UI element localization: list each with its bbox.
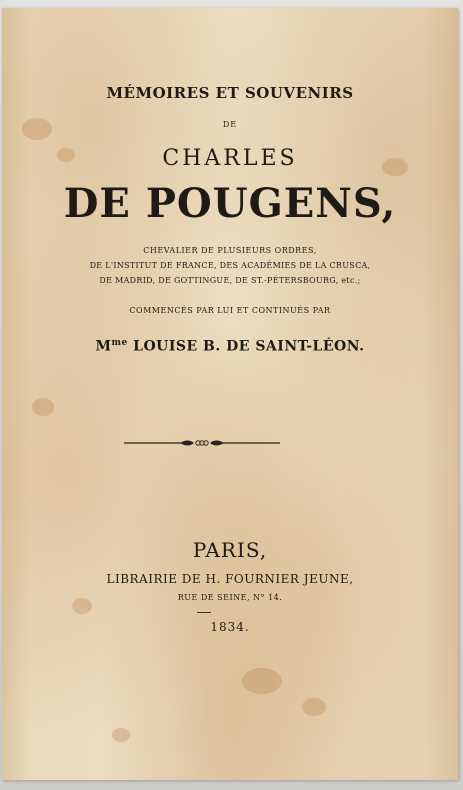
imprint-year: 1834. [210,620,250,634]
author-prefix: M [95,338,112,355]
honors-line: CHEVALIER DE PLUSIEURS ORDRES, [143,246,317,255]
foxing-stain [112,728,130,742]
honors-line: DE MADRID, DE GOTTINGUE, DE ST.-PÉTERSBOURG, etc.; [99,276,361,285]
ornament-icon [122,436,282,450]
author-last-name: DE POUGENS, [63,180,397,227]
author-first-name: CHARLES [162,146,298,171]
foxing-stain [242,668,282,694]
imprint-address: RUE DE SEINE, N° 14. [177,593,283,602]
continuator-name [2,338,458,355]
continuation-note: COMMENCÉS PAR LUI ET CONTINUÉS PAR [129,306,331,315]
divider [197,612,211,613]
foxing-stain [32,398,54,416]
imprint-city: PARIS, [192,538,268,562]
author-name: LOUISE B. DE SAINT-LÉON. [133,338,365,355]
title-page [2,8,458,780]
foxing-stain [302,698,326,716]
author-prefix-superscript: me [111,338,128,348]
honors-line: DE L'INSTITUT DE FRANCE, DES ACADÉMIES DE LA CRUSCA, [89,261,371,270]
imprint-publisher: LIBRAIRIE DE H. FOURNIER JEUNE, [106,572,354,586]
book-title: MÉMOIRES ET SOUVENIRS [106,84,354,102]
preposition: DE [222,120,238,129]
